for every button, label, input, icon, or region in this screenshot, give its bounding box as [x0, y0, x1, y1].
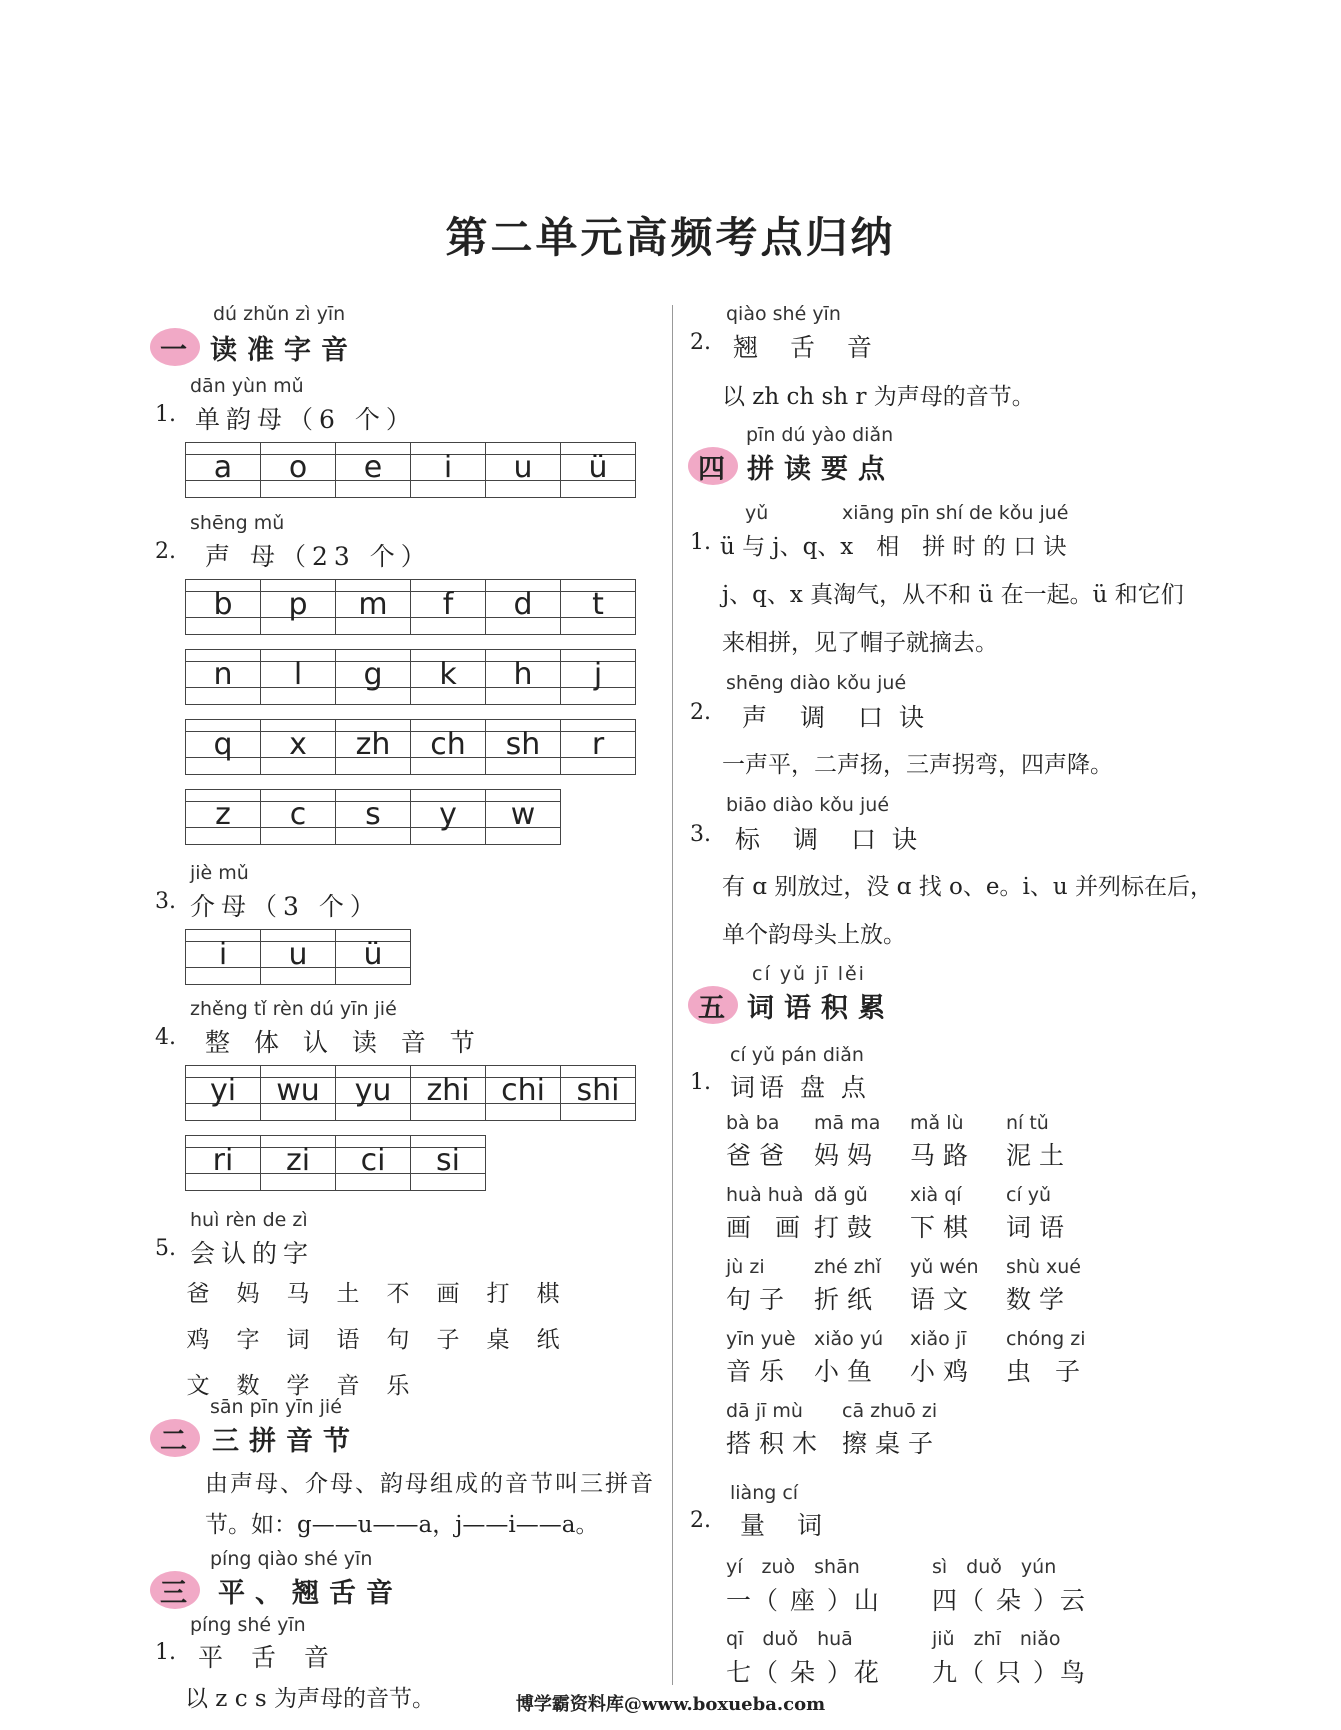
- pinyin-text: q: [213, 727, 233, 762]
- char: 打: [486, 1281, 510, 1307]
- pinyin-cell: [485, 719, 561, 775]
- pinyin-text: j: [593, 657, 603, 692]
- char: 句: [386, 1327, 410, 1353]
- pinyin-cell: [335, 719, 411, 775]
- word-pinyin: qī duǒ huā: [726, 1628, 853, 1650]
- pinyin-text: sh: [505, 727, 541, 762]
- sec5-pinyin: cí yǔ jī lěi: [752, 963, 866, 985]
- sec2-number: 二: [160, 1426, 187, 1457]
- char: 土: [336, 1281, 360, 1307]
- s4-i2-pinyin: shēng diào kǒu jué: [726, 672, 907, 694]
- pinyin-text: u: [288, 937, 308, 972]
- word-pinyin: huà huà: [726, 1184, 804, 1206]
- pinyin-text: e: [363, 450, 383, 485]
- s1-i5-number: 5.: [155, 1236, 176, 1261]
- sec3-number: 三: [160, 1578, 187, 1609]
- char: 马: [286, 1281, 310, 1307]
- pinyin-text: ri: [212, 1143, 234, 1178]
- pinyin-cell: [260, 1065, 336, 1121]
- pinyin-text: zi: [285, 1143, 311, 1178]
- word-item: [910, 1256, 979, 1316]
- s1-i4-pinyin: zhěng tǐ rèn dú yīn jié: [190, 998, 397, 1020]
- single-finals-grid: [185, 442, 636, 498]
- grid-row: [185, 579, 636, 635]
- pinyin-cell: [335, 649, 411, 705]
- word-hanzi: 画 画: [726, 1213, 808, 1242]
- pinyin-text: chi: [501, 1073, 545, 1108]
- char: 音: [336, 1373, 360, 1399]
- word-pinyin: mǎ lù: [910, 1112, 964, 1134]
- pinyin-text: m: [358, 587, 388, 622]
- pinyin-cell: [485, 1065, 561, 1121]
- pinyin-cell: [410, 1065, 486, 1121]
- s5-i1-number: 1.: [690, 1070, 711, 1095]
- char: 字: [236, 1327, 260, 1353]
- word-hanzi: 小鱼: [814, 1357, 881, 1386]
- s4-i2-number: 2.: [690, 700, 711, 725]
- word-item: [1006, 1112, 1072, 1172]
- s1-i1-number: 1.: [155, 402, 176, 427]
- word-pinyin: cí yǔ: [1006, 1184, 1052, 1206]
- s1-i2-pinyin: shēng mǔ: [190, 512, 285, 534]
- pinyin-text: c: [289, 797, 307, 832]
- pinyin-cell: [185, 929, 261, 985]
- pinyin-cell: [335, 929, 411, 985]
- word-item: [726, 1256, 792, 1316]
- s4-i1-text-1: j、q、x 真淘气，从不和 ü 在一起。ü 和它们: [722, 582, 1184, 608]
- pinyin-cell: [560, 442, 636, 498]
- word-item: [932, 1624, 1087, 1689]
- pinyin-cell: [485, 649, 561, 705]
- pinyin-cell: [560, 719, 636, 775]
- pinyin-text: u: [513, 450, 533, 485]
- s1-i3-label: 介母（3 个）: [190, 892, 381, 921]
- pinyin-text: f: [442, 587, 454, 622]
- sec2-text-1: 由声母、介母、韵母组成的音节叫三拼音: [205, 1471, 655, 1497]
- char: 学: [286, 1373, 310, 1399]
- grid-row: [185, 649, 636, 705]
- footer-watermark: 博学霸资料库@www.boxueba.com: [515, 1694, 826, 1715]
- pinyin-cell: [185, 442, 261, 498]
- grid-row: [185, 442, 636, 498]
- char: 语: [336, 1327, 360, 1353]
- s3-i2-label: 翘 舌 音: [733, 333, 884, 362]
- char: 爸: [186, 1281, 210, 1307]
- pinyin-cell: [410, 789, 486, 845]
- pinyin-text: o: [288, 450, 308, 485]
- grid-row: [185, 1135, 636, 1191]
- word-hanzi: 数学: [1006, 1285, 1073, 1314]
- s4-i3-pinyin: biāo diào kǒu jué: [726, 794, 890, 816]
- sec2-text-2: 节。如：g——u——a，j——i——a。: [205, 1512, 599, 1538]
- pinyin-cell: [410, 719, 486, 775]
- sec2-title: 三拼音节: [212, 1426, 360, 1457]
- word-item: [842, 1400, 941, 1460]
- word-item: [726, 1184, 808, 1244]
- word-item: [814, 1256, 881, 1316]
- word-item: [932, 1552, 1087, 1617]
- word-pinyin: mā ma: [814, 1112, 881, 1134]
- s4-i1-text-2: 来相拼，见了帽子就摘去。: [722, 630, 998, 656]
- pinyin-text: i: [218, 937, 228, 972]
- s5-i2-label: 量 词: [740, 1511, 834, 1540]
- s5-i1-pinyin: cí yǔ pán diǎn: [730, 1044, 864, 1066]
- s1-i4-label: 整 体 认 读 音 节: [205, 1028, 483, 1057]
- word-pinyin: xià qí: [910, 1184, 962, 1206]
- pinyin-cell: [260, 1135, 336, 1191]
- word-pinyin: chóng zi: [1006, 1328, 1086, 1350]
- pinyin-cell: [335, 789, 411, 845]
- pinyin-text: y: [439, 797, 457, 832]
- s3-i2-text: 以 zh ch sh r 为声母的音节。: [722, 384, 1035, 410]
- s3-i2-number: 2.: [690, 330, 711, 355]
- word-hanzi: 下棋: [910, 1213, 977, 1242]
- pinyin-cell: [260, 929, 336, 985]
- word-hanzi: 搭积木: [726, 1429, 826, 1458]
- s1-i5-label: 会认的字: [190, 1239, 315, 1268]
- word-item: [726, 1112, 792, 1172]
- pinyin-cell: [260, 442, 336, 498]
- sec5-number: 五: [698, 993, 725, 1024]
- whole-syllables-grid: [185, 1065, 636, 1191]
- word-hanzi: 句子: [726, 1285, 793, 1314]
- s4-i3-text-2: 单个韵母头上放。: [722, 922, 906, 948]
- s4-i2-text: 一声平，二声扬，三声拐弯，四声降。: [722, 752, 1113, 778]
- grid-row: [185, 929, 411, 985]
- sec3-pinyin: píng qiào shé yīn: [210, 1548, 373, 1570]
- pinyin-cell: [335, 579, 411, 635]
- char: 画: [436, 1281, 460, 1307]
- pinyin-cell: [560, 1065, 636, 1121]
- s1-i1-pinyin: dān yùn mǔ: [190, 375, 304, 397]
- medials-grid: [185, 929, 411, 985]
- pinyin-text: t: [592, 587, 604, 622]
- pinyin-text: x: [289, 727, 307, 762]
- page-title: 第二单元高频考点归纳: [445, 213, 896, 262]
- sec5-title: 词语积累: [747, 993, 895, 1024]
- sec1-title: 读准字音: [210, 335, 358, 366]
- word-hanzi: 折纸: [814, 1285, 881, 1314]
- char: 不: [386, 1281, 410, 1307]
- pinyin-text: zhi: [426, 1073, 470, 1108]
- char: 棋: [536, 1281, 560, 1307]
- s5-i2-pinyin: liàng cí: [730, 1482, 799, 1504]
- s3-i1-pinyin: píng shé yīn: [190, 1614, 306, 1636]
- word-hanzi: 四（ 朵 ）云: [932, 1586, 1087, 1615]
- char-row: [183, 1321, 563, 1354]
- word-item: [726, 1400, 825, 1460]
- word-pinyin: jù zi: [726, 1256, 765, 1278]
- pinyin-text: ü: [363, 937, 383, 972]
- word-pinyin: dā jī mù: [726, 1400, 803, 1422]
- word-list: [726, 1112, 1266, 1472]
- pinyin-cell: [560, 649, 636, 705]
- pinyin-cell: [560, 579, 636, 635]
- char: 乐: [386, 1373, 410, 1399]
- pinyin-cell: [185, 1135, 261, 1191]
- s1-i4-number: 4.: [155, 1025, 176, 1050]
- pinyin-cell: [185, 649, 261, 705]
- word-pinyin: yīn yuè: [726, 1328, 796, 1350]
- measure-word-list: [726, 1552, 1266, 1687]
- word-hanzi: 擦桌子: [842, 1429, 942, 1458]
- sec2-pinyin: sān pīn yīn jié: [210, 1396, 342, 1418]
- word-hanzi: 音乐: [726, 1357, 793, 1386]
- word-item: [910, 1328, 976, 1388]
- s1-i5-pinyin: huì rèn de zì: [190, 1209, 308, 1231]
- pinyin-text: h: [513, 657, 533, 692]
- word-pinyin: cā zhuō zi: [842, 1400, 938, 1422]
- grid-row: [185, 1065, 636, 1121]
- s4-i3-label: 标 调 口 诀: [735, 825, 921, 854]
- sec4-pinyin: pīn dú yào diǎn: [746, 424, 894, 446]
- s5-i1-label: 词语 盘 点: [730, 1073, 870, 1102]
- pinyin-text: a: [213, 450, 233, 485]
- word-pinyin: jiǔ zhī niǎo: [932, 1628, 1061, 1650]
- pinyin-text: r: [591, 727, 605, 762]
- word-item: [910, 1112, 976, 1172]
- pinyin-text: si: [436, 1143, 460, 1178]
- pinyin-text: yu: [354, 1073, 392, 1108]
- pinyin-text: p: [288, 587, 308, 622]
- word-pinyin: xiǎo yú: [814, 1328, 884, 1350]
- column-divider: [672, 305, 673, 1685]
- grid-row: [185, 789, 636, 845]
- pinyin-cell: [335, 442, 411, 498]
- s4-i1-pinyin-b: xiāng pīn shí de kǒu jué: [842, 502, 1069, 524]
- word-item: [1006, 1256, 1081, 1316]
- pinyin-cell: [185, 789, 261, 845]
- word-hanzi: 虫 子: [1006, 1357, 1088, 1386]
- char: 纸: [536, 1327, 560, 1353]
- word-pinyin: ní tǔ: [1006, 1112, 1049, 1134]
- word-hanzi: 一（ 座 ）山: [726, 1586, 881, 1615]
- s1-i2-number: 2.: [155, 539, 176, 564]
- word-hanzi: 词语: [1006, 1213, 1073, 1242]
- word-item: [726, 1328, 796, 1388]
- pinyin-text: ci: [360, 1143, 386, 1178]
- pinyin-text: l: [293, 657, 303, 692]
- word-pinyin: sì duǒ yún: [932, 1556, 1057, 1578]
- word-hanzi: 马路: [910, 1141, 977, 1170]
- char: 子: [436, 1327, 460, 1353]
- sec4-title: 拼读要点: [747, 454, 895, 485]
- word-hanzi: 爸爸: [726, 1141, 793, 1170]
- pinyin-cell: [485, 442, 561, 498]
- s4-i1-label: ü 与 j、q、x 相 拼 时 的 口 诀: [720, 534, 1067, 560]
- word-hanzi: 小鸡: [910, 1357, 977, 1386]
- word-pinyin: bà ba: [726, 1112, 780, 1134]
- sec3-title: 平、翘舌音: [218, 1578, 403, 1609]
- char: 文: [186, 1373, 210, 1399]
- word-pinyin: dǎ gǔ: [814, 1184, 868, 1206]
- pinyin-text: b: [213, 587, 233, 622]
- word-pinyin: shù xué: [1006, 1256, 1081, 1278]
- pinyin-cell: [260, 719, 336, 775]
- sec4-number: 四: [698, 454, 725, 485]
- pinyin-text: k: [439, 657, 457, 692]
- word-hanzi: 泥土: [1006, 1141, 1073, 1170]
- pinyin-text: ü: [588, 450, 608, 485]
- word-pinyin: yǔ wén: [910, 1256, 979, 1278]
- pinyin-text: wu: [276, 1073, 320, 1108]
- s3-i1-number: 1.: [155, 1640, 176, 1665]
- pinyin-cell: [335, 1065, 411, 1121]
- s3-i2-pinyin: qiào shé yīn: [726, 303, 841, 325]
- pinyin-cell: [485, 579, 561, 635]
- word-hanzi: 七（ 朵 ）花: [726, 1658, 881, 1687]
- word-pinyin: yí zuò shān: [726, 1556, 860, 1578]
- pinyin-text: i: [443, 450, 453, 485]
- sec1-pinyin: dú zhǔn zì yīn: [213, 303, 346, 325]
- word-hanzi: 语文: [910, 1285, 977, 1314]
- word-hanzi: 妈妈: [814, 1141, 881, 1170]
- char: 妈: [236, 1281, 260, 1307]
- s4-i2-label: 声 调 口 诀: [742, 703, 928, 732]
- char: 数: [236, 1373, 260, 1399]
- pinyin-cell: [410, 579, 486, 635]
- word-pinyin: xiǎo jī: [910, 1328, 967, 1350]
- pinyin-text: d: [513, 587, 533, 622]
- initials-grid: [185, 579, 636, 845]
- pinyin-cell: [260, 649, 336, 705]
- pinyin-text: z: [215, 797, 231, 832]
- word-item: [910, 1184, 976, 1244]
- word-item: [814, 1112, 880, 1172]
- pinyin-cell: [260, 579, 336, 635]
- pinyin-cell: [260, 789, 336, 845]
- word-item: [726, 1624, 881, 1689]
- s1-i2-label: 声 母（23 个）: [205, 542, 432, 571]
- recognize-chars: [183, 1275, 563, 1400]
- char-row: [183, 1275, 563, 1308]
- word-hanzi: 打鼓: [814, 1213, 881, 1242]
- word-item: [814, 1184, 880, 1244]
- char: 词: [286, 1327, 310, 1353]
- s4-i1-pinyin-a: yǔ: [745, 502, 769, 524]
- s4-i3-text-1: 有 ɑ 别放过，没 ɑ 找 o、e。i、u 并列标在后，: [722, 874, 1213, 900]
- pinyin-cell: [410, 442, 486, 498]
- pinyin-cell: [410, 649, 486, 705]
- pinyin-cell: [485, 789, 561, 845]
- pinyin-cell: [185, 579, 261, 635]
- pinyin-text: ch: [430, 727, 466, 762]
- pinyin-text: yi: [209, 1073, 237, 1108]
- word-item: [1006, 1328, 1088, 1388]
- s3-i1-label: 平 舌 音: [198, 1643, 339, 1672]
- sec1-number: 一: [160, 335, 187, 366]
- word-pinyin: zhé zhǐ: [814, 1256, 882, 1278]
- s3-i1-text: 以 z c s 为声母的音节。: [185, 1686, 436, 1712]
- pinyin-text: g: [363, 657, 383, 692]
- char: 桌: [486, 1327, 510, 1353]
- grid-row: [185, 719, 636, 775]
- pinyin-cell: [335, 1135, 411, 1191]
- word-item: [814, 1328, 883, 1388]
- s1-i3-pinyin: jiè mǔ: [190, 862, 249, 884]
- pinyin-cell: [185, 1065, 261, 1121]
- pinyin-text: n: [213, 657, 233, 692]
- pinyin-text: s: [365, 797, 381, 832]
- word-item: [726, 1552, 881, 1617]
- s1-i1-label: 单韵母（6 个）: [195, 405, 417, 434]
- pinyin-text: shi: [576, 1073, 620, 1108]
- pinyin-cell: [185, 719, 261, 775]
- s5-i2-number: 2.: [690, 1508, 711, 1533]
- s4-i1-number: 1.: [690, 530, 711, 555]
- s1-i3-number: 3.: [155, 889, 176, 914]
- word-hanzi: 九（ 只 ）鸟: [932, 1658, 1087, 1687]
- char: 鸡: [186, 1327, 210, 1353]
- pinyin-text: w: [510, 797, 536, 832]
- pinyin-cell: [410, 1135, 486, 1191]
- word-item: [1006, 1184, 1072, 1244]
- pinyin-text: zh: [355, 727, 391, 762]
- s4-i3-number: 3.: [690, 822, 711, 847]
